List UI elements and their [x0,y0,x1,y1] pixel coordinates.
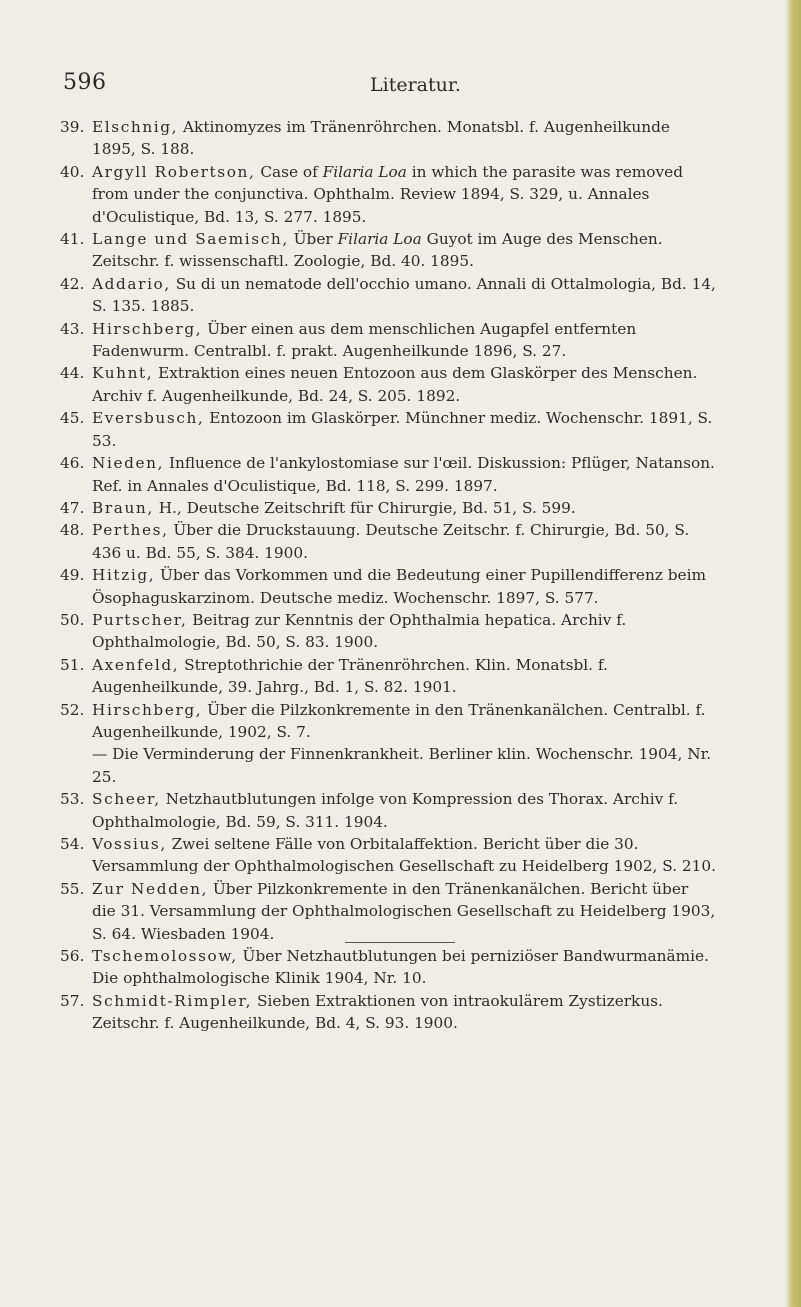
reference-number: 41. [60,230,85,249]
reference-number: 45. [60,409,85,428]
reference-author: Lange und Saemisch, [92,230,289,249]
reference-author: Zur Nedden, [92,879,209,898]
reference-text: Zwei seltene Fälle von Orbitalaffektion. Bericht über die 30. Versammlung der Ophthalmologischen Gesellschaft zu Heidelberg 1902, S. 210. [92,835,716,876]
reference-number: 57. [60,991,85,1010]
reference-italic-title: Filaria Loa [337,230,422,249]
reference-number: 40. [60,162,85,181]
reference-text: Extraktion eines neuen Entozoon aus dem Glaskörper des Menschen. Archiv f. Augenheilkunde, Bd. 24, S. 205. 1892. [92,364,698,405]
reference-entry [0,699,716,744]
reference-author: Axenfeld, [92,655,180,674]
reference-number: 50. [60,610,85,629]
reference-number: 44. [60,364,85,383]
reference-entry [0,788,716,833]
reference-text: Beitrag zur Kenntnis der Ophthalmia hepatica. Archiv f. Ophthalmologie, Bd. 50, S. 83. 1900. [92,610,627,652]
reference-text: Aktinomyzes im Tränenröhrchen. Monatsbl. f. Augenheilkunde 1895, S. 188. [92,118,670,159]
reference-text: Über die Druckstauung. Deutsche Zeitschr. f. Chirurgie, Bd. 50, S. 436 u. Bd. 55, S. 384. 1900. [92,521,690,562]
reference-author: Addario, [92,274,171,293]
reference-number: 48. [60,521,85,540]
reference-author: Purtscher, [92,610,188,629]
reference-number: 46. [60,454,85,473]
reference-number: 43. [60,319,85,338]
reference-number: 53. [60,790,85,809]
reference-number: 55. [60,879,85,898]
reference-author: Argyll Robertson, [92,162,256,181]
reference-text: Über die Pilzkonkremente in den Tränenkanälchen. Centralbl. f. Augenheilkunde, 1902, S. 7. [92,700,706,741]
reference-author: Scheer, [92,790,161,809]
reference-entry [0,654,716,699]
reference-entry [0,519,716,564]
reference-entry [0,743,716,788]
reference-entry [0,497,716,519]
reference-author: Braun, [92,498,154,517]
reference-text: Über das Vorkommen und die Bedeutung einer Pupillendifferenz beim Ösophaguskarzinom. Deutsche mediz. Wochenschr. 1897, S. 577. [92,566,706,607]
reference-entry [0,452,716,497]
reference-entry [0,362,716,407]
reference-text: Influence de l'ankylostomiase sur l'œil. Diskussion: Pflüger, Natanson. Ref. in Annales d'Oculistique, Bd. 118, S. 299. 1897. [92,454,715,495]
reference-number: 39. [60,118,85,136]
reference-text: in which the parasite was removed from under the conjunctiva. Ophthalm. Review 1894, S. 329, u. Annales d'Oculistique, Bd. 13, S. 277. 1895. [92,162,683,226]
reference-entry [0,945,716,990]
reference-author: Elschnig, [92,118,179,136]
running-title: Literatur. [370,74,461,96]
reference-italic-title: Filaria Loa [322,162,407,181]
reference-text: Guyot im Auge des Menschen. Zeitschr. f. wissenschaftl. Zoologie, Bd. 40. 1895. [92,230,663,271]
reference-entry [0,990,716,1035]
end-rule [345,942,455,943]
reference-list [0,116,801,1035]
reference-entry [0,318,716,363]
reference-text: Über Netzhautblutungen bei perniziöser Bandwurmanämie. Die ophthalmologische Klinik 1904, Nr. 10. [92,947,709,988]
reference-author: Kuhnt, [92,364,154,383]
reference-text: Über Pilzkonkremente in den Tränenkanälchen. Bericht über die 31. Versammlung der Ophthalmologischen Gesellschaft zu Heidelberg 1903, S. 64. Wiesbaden 1904. [92,879,716,943]
reference-text-pre: Case of [255,162,323,181]
reference-text: Streptothrichie der Tränenröhrchen. Klin. Monatsbl. f. Augenheilkunde, 39. Jahrg., Bd. 1, S. 82. 1901. [92,655,608,697]
reference-number: 54. [60,835,85,853]
reference-entry [0,564,716,609]
reference-text: Netzhautblutungen infolge von Kompression des Thorax. Archiv f. Ophthalmologie, Bd. 59, S. 311. 1904. [92,790,679,831]
reference-number: 52. [60,700,85,719]
reference-number: 51. [60,655,85,674]
reference-author: Hirschberg, [92,700,203,719]
reference-entry [0,609,716,654]
reference-text: Sieben Extraktionen von intraokulärem Zystizerkus. Zeitschr. f. Augenheilkunde, Bd. 4, S. 93. 1900. [92,991,663,1033]
reference-entry [0,161,716,228]
reference-text: — Die Verminderung der Finnenkrankheit. Berliner klin. Wochenschr. 1904, Nr. 25. [92,745,712,786]
reference-number: 56. [60,947,85,966]
reference-entry [0,878,716,945]
reference-author: Nieden, [92,454,165,473]
reference-entry [0,116,716,161]
reference-entry [0,407,716,452]
reference-author: Schmidt-Rimpler, [92,991,253,1010]
reference-author: Hirschberg, [92,319,203,338]
page-header [0,70,801,100]
reference-author: Hitzig, [92,566,156,585]
page-number: 596 [63,70,107,95]
reference-entry [0,833,716,878]
reference-text: Über einen aus dem menschlichen Augapfel entfernten Fadenwurm. Centralbl. f. prakt. Augenheilkunde 1896, S. 27. [92,319,637,361]
reference-number: 42. [60,274,85,293]
reference-text: Entozoon im Glaskörper. Münchner mediz. Wochenschr. 1891, S. 53. [92,409,713,450]
reference-author: Vossius, [92,835,167,853]
reference-text: Su di un nematode dell'occhio umano. Annali di Ottalmologia, Bd. 14, S. 135. 1885. [92,274,716,316]
reference-text: H., Deutsche Zeitschrift für Chirurgie, Bd. 51, S. 599. [153,498,576,517]
reference-number: 47. [60,498,85,517]
reference-text-pre: Über [288,230,338,249]
reference-entry [0,228,716,273]
reference-number: 49. [60,566,85,585]
reference-entry [0,273,716,318]
reference-author: Eversbusch, [92,409,205,428]
reference-author: Perthes, [92,521,169,540]
reference-author: Tschemolossow, [92,947,238,966]
